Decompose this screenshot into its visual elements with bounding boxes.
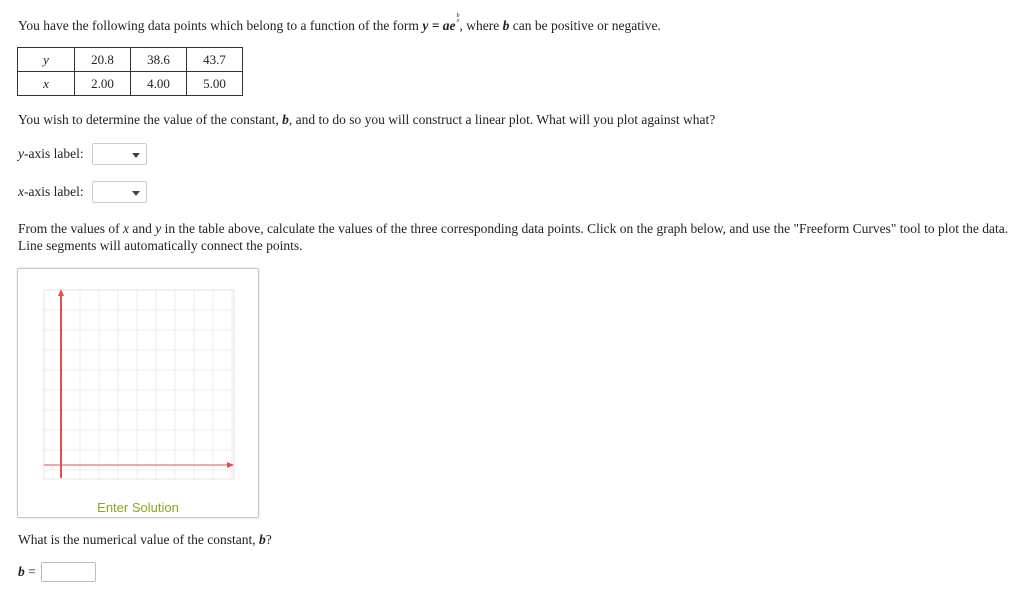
dropdown-arrow-icon: [132, 191, 140, 196]
x-axis: [44, 462, 234, 468]
equation-rhs: = ae: [428, 18, 456, 33]
question-1-mid: , where: [459, 18, 503, 33]
question-3-part3: in the table above, calculate the values of the three corresponding data points. Click on the graph below, and use the "Freeform Curves" tool to plot the data. Line segments will automatically connect the points.: [18, 221, 1009, 253]
b-answer-label: [18, 564, 36, 580]
enter-solution-button[interactable]: Enter Solution: [97, 500, 179, 515]
question-2-text: [18, 112, 715, 128]
row-label-y: y: [18, 48, 75, 72]
graph-canvas[interactable]: [18, 269, 258, 517]
x-axis-label-text: [18, 184, 84, 200]
exponent-numerator: b: [456, 13, 460, 19]
y-var: y: [18, 146, 24, 161]
table-cell: 4.00: [131, 72, 187, 96]
table-row-y: [18, 48, 243, 72]
question-2-suffix: , and to do so you will construct a linear plot. What will you plot against what?: [288, 112, 716, 127]
question-3-part2: and: [128, 221, 156, 236]
exponent-denominator: x: [456, 18, 460, 24]
table-cell: 20.8: [75, 48, 131, 72]
question-2-prefix: You wish to determine the value of the constant,: [18, 112, 283, 127]
graph-widget[interactable]: [17, 268, 259, 518]
question-4-suffix: ?: [265, 532, 272, 547]
question-1-text: [18, 14, 661, 34]
question-4-text: [18, 532, 272, 548]
b-variable: b: [259, 532, 266, 547]
y-axis-label-text: [18, 146, 84, 162]
answer-equals: =: [24, 564, 36, 579]
graph-plot-area: [44, 290, 234, 479]
question-1-prefix: You have the following data points which belong to a function of the form: [18, 18, 423, 33]
y-axis-select[interactable]: [92, 143, 147, 165]
x-axis-arrow-icon: [227, 462, 234, 468]
data-points-table: [17, 47, 243, 96]
row-label-x: x: [18, 72, 75, 96]
question-4-prefix: What is the numerical value of the constant,: [18, 532, 260, 547]
equation-y: y: [422, 18, 429, 33]
question-3-part1: From the values of: [18, 221, 123, 236]
table-cell: 2.00: [75, 72, 131, 96]
b-variable: b: [502, 18, 510, 33]
question-3-text: [18, 220, 1013, 254]
x-var: x: [18, 184, 24, 199]
b-variable: b: [282, 112, 289, 127]
y-variable: y: [155, 221, 162, 236]
graph-grid: [44, 290, 234, 479]
x-axis-label: -axis label:: [24, 184, 84, 199]
answer-var: b: [18, 564, 25, 579]
table-cell: 38.6: [131, 48, 187, 72]
table-row-x: [18, 72, 243, 96]
y-axis-label: -axis label:: [24, 146, 84, 161]
dropdown-arrow-icon: [132, 153, 140, 158]
x-axis-select[interactable]: [92, 181, 147, 203]
question-1-suffix: can be positive or negative.: [509, 18, 661, 33]
b-answer-input[interactable]: [41, 562, 96, 582]
x-variable: x: [122, 221, 129, 236]
table-cell: 43.7: [187, 48, 243, 72]
table-cell: 5.00: [187, 72, 243, 96]
